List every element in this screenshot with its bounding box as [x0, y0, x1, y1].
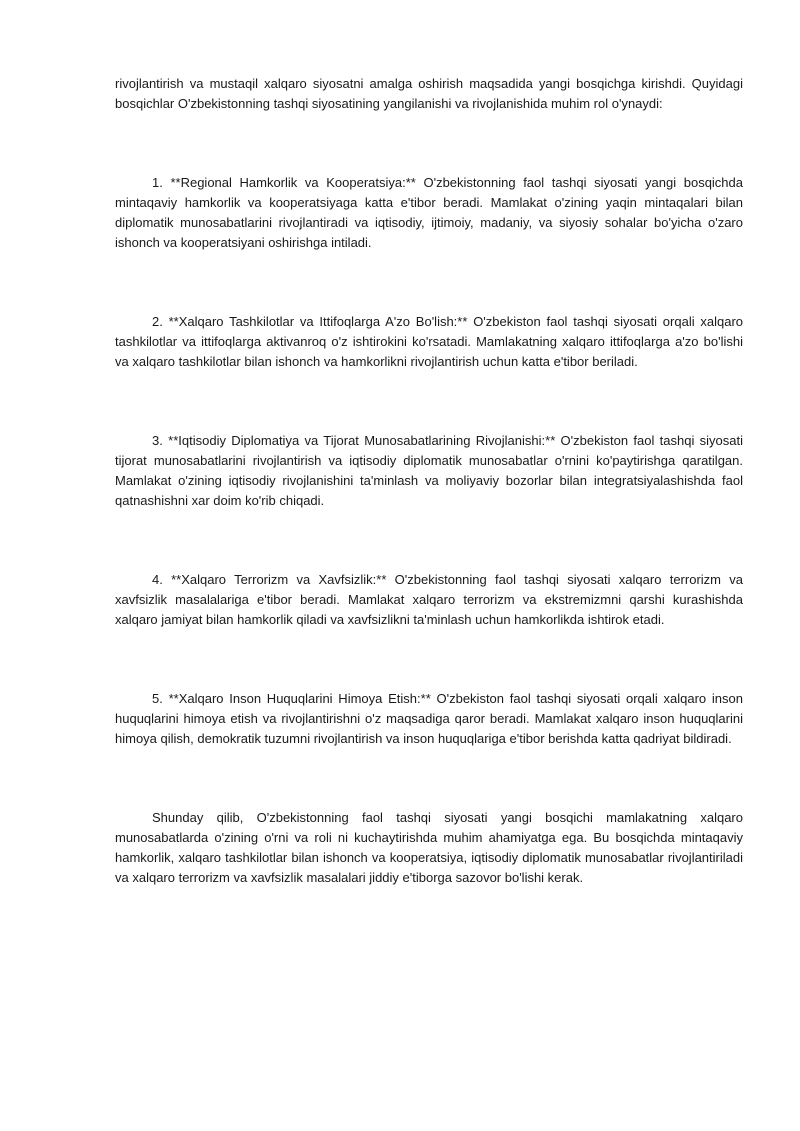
list-item-1: 1. **Regional Hamkorlik va Kooperatsiya:** O'zbekistonning faol tashqi siyosati yangi bosqichda mintaqaviy hamkorlik va kooperatsiyaga katta e'tibor beradi. Mamlakat o'zining yaqin mintaqalari bilan diplomatik munosabatlarini rivojlantiradi va iqtisodiy, ijtimoiy, madaniy, va siyosiy sohalar bo'yicha o'zaro ishonch va kooperatsiyani oshirishga intiladi. [115, 175, 743, 250]
list-item-4: 4. **Xalqaro Terrorizm va Xavfsizlik:** O'zbekistonning faol tashqi siyosati xalqaro terrorizm va xavfsizlik masalalariga e'tibor beradi. Mamlakat xalqaro terrorizm va ekstremizmni qarshi kurashishda xalqaro jamiyat bilan hamkorlik qiladi va xavfsizlikni ta'minlash uchun hamkorlikda ishtirok etadi. [115, 572, 743, 627]
document-body [115, 74, 743, 888]
list-item-2: 2. **Xalqaro Tashkilotlar va Ittifoqlarga A'zo Bo'lish:** O'zbekiston faol tashqi siyosati orqali xalqaro tashkilotlar va ittifoqlarga aktivanroq o'z ishtirokini ko'rsatadi. Mamlakatning xalqaro ittifoqlarga a'zo bo'lishi va xalqaro tashkilotlar bilan ishonch va hamkorlikni rivojlantirish uchun katta e'tibor beriladi. [115, 314, 743, 369]
summary-paragraph: Shunday qilib, O'zbekistonning faol tashqi siyosati yangi bosqichi mamlakatning xalqaro munosabatlarda o'zining o'rni va roli ni kuchaytirishda muhim ahamiyatga ega. Bu bosqichda mintaqaviy hamkorlik, xalqaro tashkilotlar bilan ishonch va kooperatsiya, iqtisodiy diplomatik munosabatlar rivojlantiriladi va xalqaro terrorizm va xavfsizlik masalalari jiddiy e'tiborga sazovor bo'lishi kerak. [115, 810, 743, 885]
list-item-5: 5. **Xalqaro Inson Huquqlarini Himoya Etish:** O'zbekiston faol tashqi siyosati orqali xalqaro inson huquqlarini himoya etish va rivojlantirishni o'z maqsadiga qaror beradi. Mamlakat xalqaro inson huquqlarini himoya qilish, demokratik tuzumni rivojlantirish va inson huquqlariga e'tibor berishda katta qadriyat bildiradi. [115, 691, 743, 746]
intro-paragraph: rivojlantirish va mustaqil xalqaro siyosatni amalga oshirish maqsadida yangi bosqichga kirishdi. Quyidagi bosqichlar O'zbekistonning tashqi siyosatining yangilanishi va rivojlanishida muhim rol o'ynaydi: [115, 76, 743, 111]
list-item-3: 3. **Iqtisodiy Diplomatiya va Tijorat Munosabatlarining Rivojlanishi:** O'zbekiston faol tashqi siyosati tijorat munosabatlarini rivojlantirish va iqtisodiy diplomatik munosabatlar o'rnini ko'paytirishga qaratilgan. Mamlakat o'zining iqtisodiy rivojlanishini ta'minlash va moliyaviy bozorlar bilan integratsiyalashishda faol qatnashishni xar doim ko'rib chiqadi. [115, 433, 743, 508]
paragraph-spacer [115, 114, 743, 173]
